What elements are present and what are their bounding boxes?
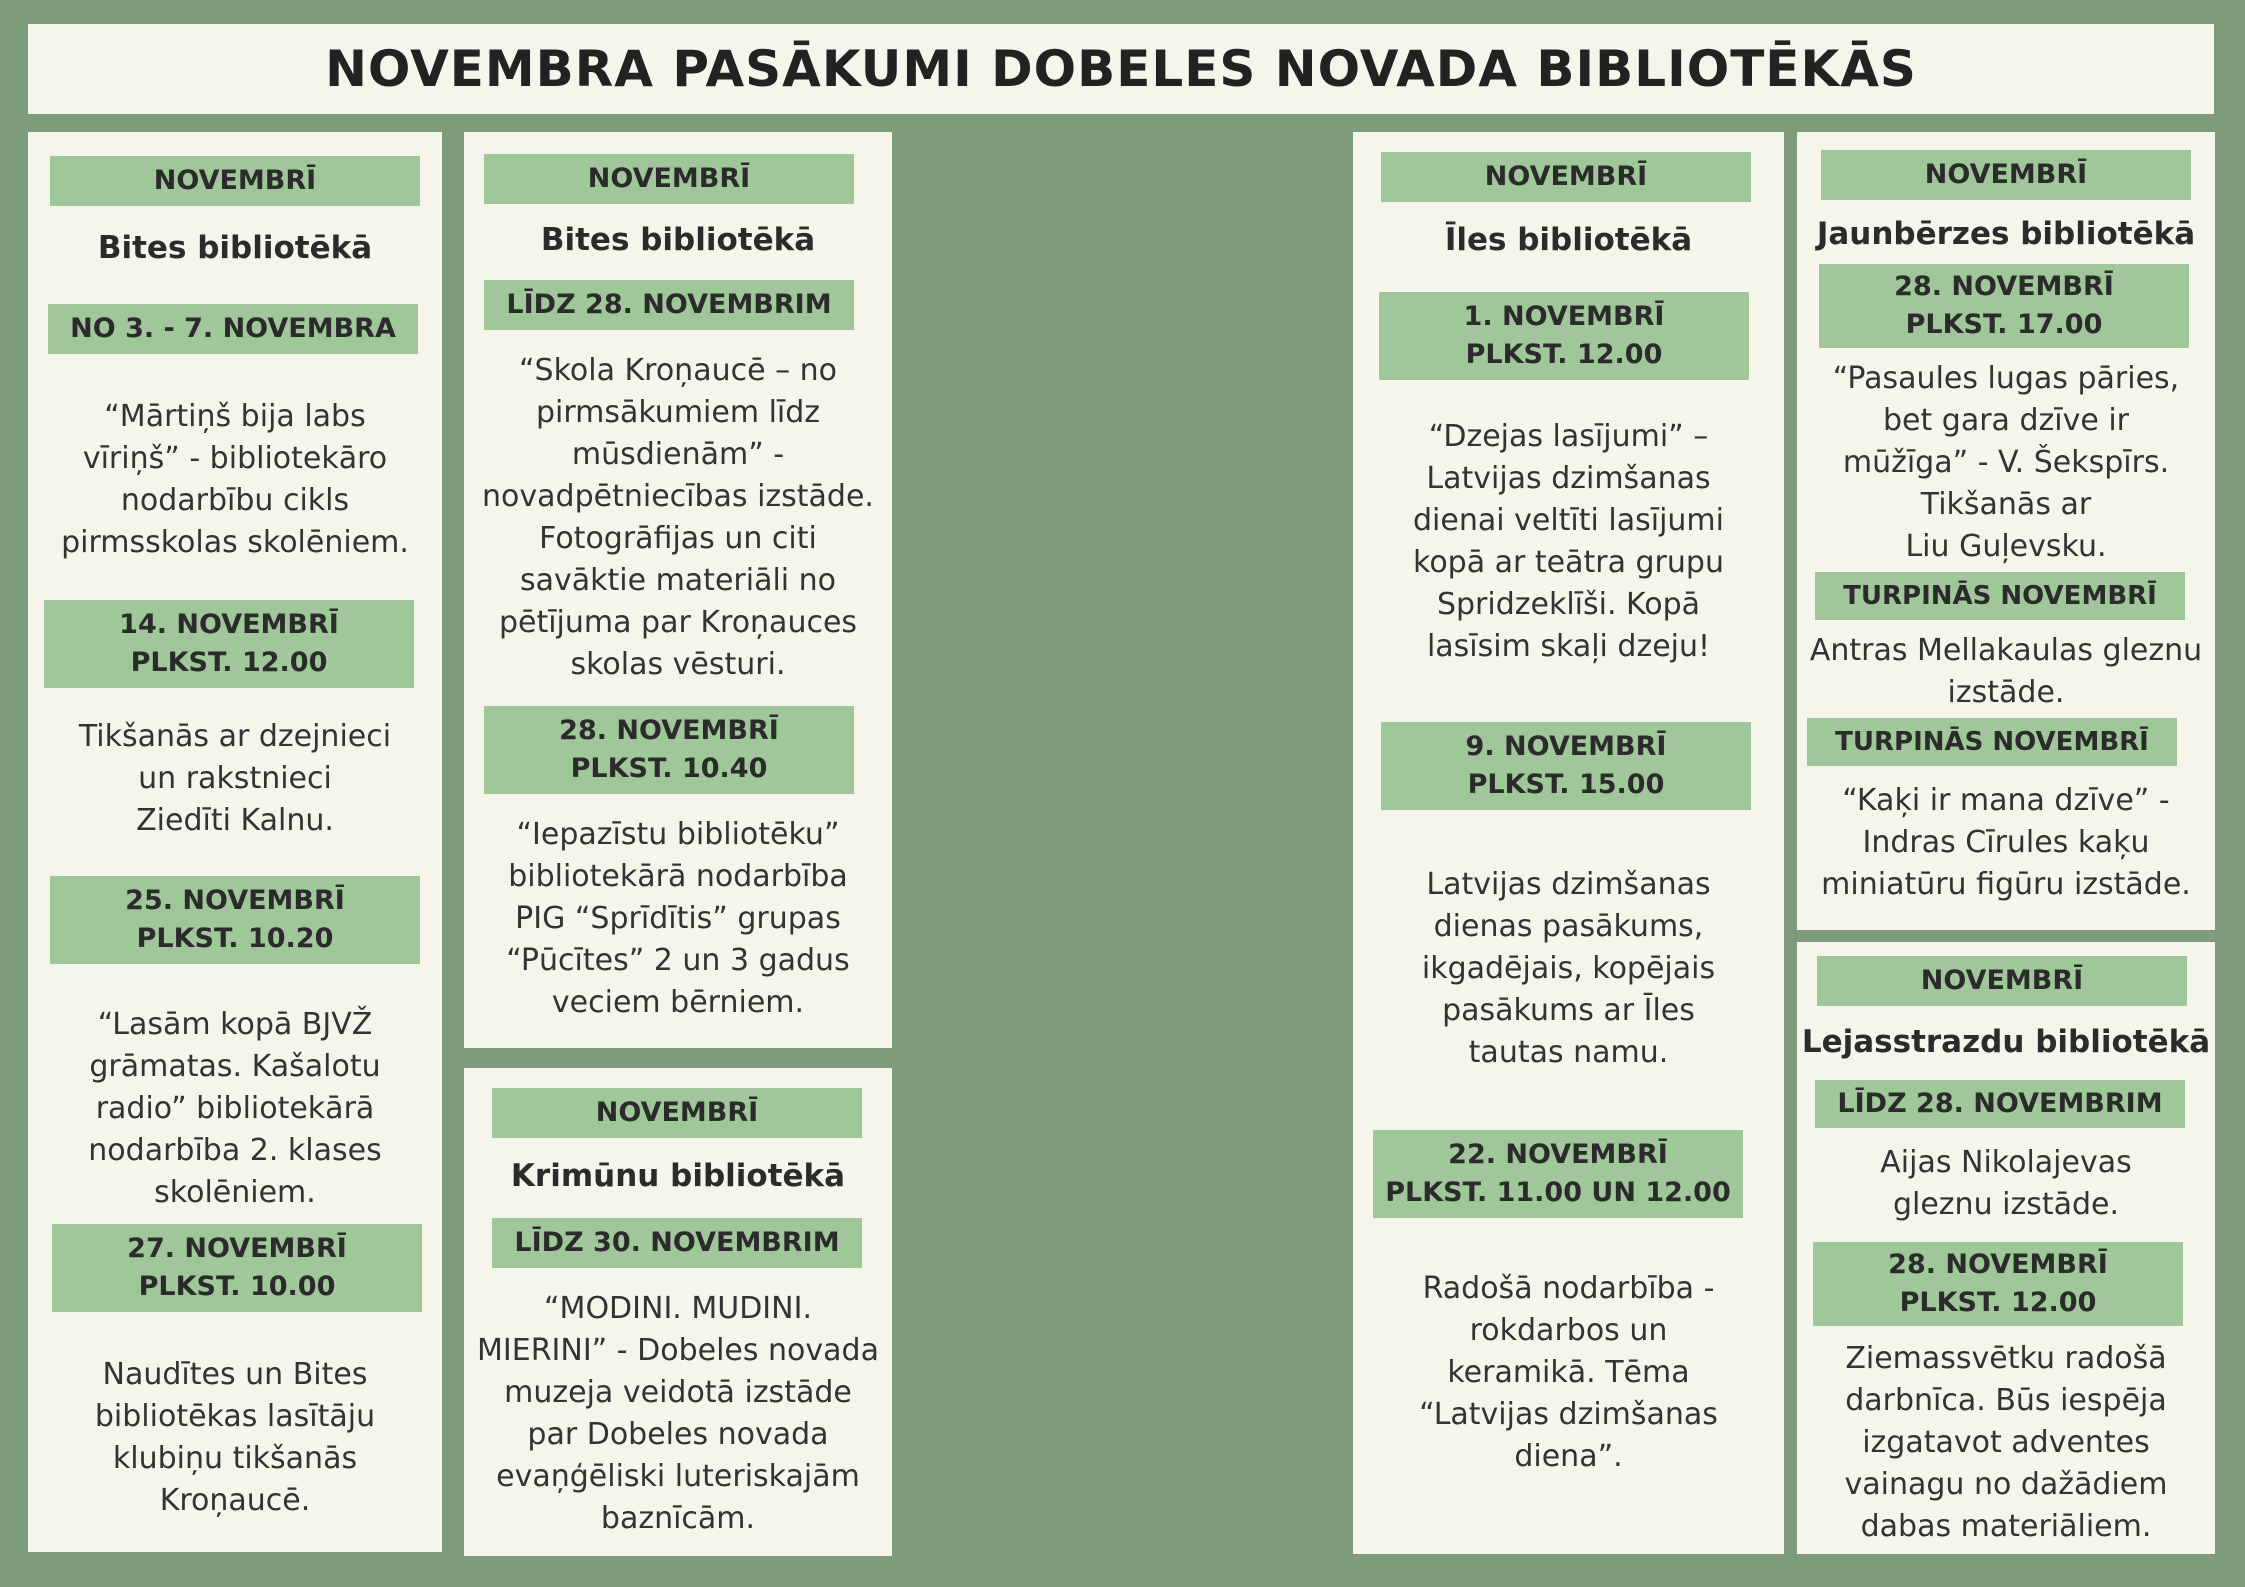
event-text: Naudītes un Bites bibliotēkas lasītāju klubiņu tikšanās Kroņaucē.: [94, 1357, 376, 1518]
card-lejasstrazdu: [1797, 942, 2215, 1554]
event-text: Antras Mellakaulas gleznu izstāde.: [1809, 633, 2203, 710]
page-title: NOVEMBRA PASĀKUMI DOBELES NOVADA BIBLIOTĒKĀS: [325, 40, 1917, 98]
date-bar: 25. NOVEMBRĪ PLKST. 10.20: [50, 876, 420, 964]
card-iles: [1353, 132, 1784, 1554]
event-text: “Lasām kopā BJVŽ grāmatas. Kašalotu radio” bibliotekārā nodarbība 2. klases skolēniem.: [88, 1007, 382, 1210]
month-bar: NOVEMBRĪ: [1817, 956, 2187, 1006]
date-bar: NO 3. - 7. NOVEMBRA: [48, 304, 418, 354]
date-bar: TURPINĀS NOVEMBRĪ: [1807, 718, 2177, 766]
library-name: Īles bibliotēkā: [1444, 222, 1693, 258]
title-bar: [28, 24, 2214, 114]
event-text: Aijas Nikolajevas gleznu izstāde.: [1880, 1145, 2132, 1222]
event-text: “Kaķi ir mana dzīve” - Indras Cīrules kaķu miniatūru figūru izstāde.: [1821, 783, 2191, 902]
card-bites-1: [28, 132, 442, 1552]
library-name: Krimūnu bibliotēkā: [510, 1158, 846, 1194]
date-bar: LĪDZ 28. NOVEMBRIM: [1815, 1080, 2185, 1128]
library-name: Bites bibliotēkā: [540, 222, 816, 258]
date-bar: LĪDZ 30. NOVEMBRIM: [492, 1218, 862, 1268]
library-name: Lejasstrazdu bibliotēkā: [1801, 1024, 2211, 1060]
date-bar: 22. NOVEMBRĪ PLKST. 11.00 UN 12.00: [1373, 1130, 1743, 1218]
date-bar: 14. NOVEMBRĪ PLKST. 12.00: [44, 600, 414, 688]
event-text: Radošā nodarbība - rokdarbos un keramikā. Tēma “Latvijas dzimšanas diena”.: [1419, 1271, 1718, 1474]
event-text: “Dzejas lasījumi” – Latvijas dzimšanas dienai veltīti lasījumi kopā ar teātra grupu Spridzeklīši. Kopā lasīsim skaļi dzeju!: [1413, 419, 1724, 664]
month-bar: NOVEMBRĪ: [484, 154, 854, 204]
month-bar: NOVEMBRĪ: [1821, 150, 2191, 200]
event-text: “Pasaules lugas pāries, bet gara dzīve ir mūžīga” - V. Šekspīrs. Tikšanās ar Liu Guļevsku.: [1832, 361, 2180, 564]
date-bar: 9. NOVEMBRĪ PLKST. 15.00: [1381, 722, 1751, 810]
date-bar: 28. NOVEMBRĪ PLKST. 10.40: [484, 706, 854, 794]
date-bar: 1. NOVEMBRĪ PLKST. 12.00: [1379, 292, 1749, 380]
month-bar: NOVEMBRĪ: [492, 1088, 862, 1138]
event-text: Latvijas dzimšanas dienas pasākums, ikgadējais, kopējais pasākums ar Īles tautas namu.: [1421, 867, 1716, 1070]
date-bar: TURPINĀS NOVEMBRĪ: [1815, 572, 2185, 620]
event-text: “Mārtiņš bija labs vīriņš” - bibliotekāro nodarbību cikls pirmsskolas skolēniem.: [61, 399, 409, 560]
date-bar: 28. NOVEMBRĪ PLKST. 12.00: [1813, 1242, 2183, 1326]
card-jaunberzes: [1797, 132, 2215, 930]
library-name: Jaunbērzes bibliotēkā: [1816, 216, 2196, 252]
event-text: “MODINI. MUDINI. MIERINI” - Dobeles novada muzeja veidotā izstāde par Dobeles novada evaņģēliski luteriskajām baznīcām.: [477, 1291, 879, 1536]
card-bites-2: [464, 132, 892, 1048]
date-bar: 28. NOVEMBRĪ PLKST. 17.00: [1819, 264, 2189, 348]
card-krimunu: [464, 1068, 892, 1556]
month-bar: NOVEMBRĪ: [1381, 152, 1751, 202]
library-name: Bites bibliotēkā: [97, 230, 373, 266]
event-text: “Iepazīstu bibliotēku” bibliotekārā nodarbība PIG “Sprīdītis” grupas “Pūcītes” 2 un 3 gadus veciem bērniem.: [506, 817, 850, 1020]
month-bar: NOVEMBRĪ: [50, 156, 420, 206]
date-bar: 27. NOVEMBRĪ PLKST. 10.00: [52, 1224, 422, 1312]
event-text: “Skola Kroņaucē – no pirmsākumiem līdz mūsdienām” - novadpētniecības izstāde. Fotogrāfijas un citi savāktie materiāli no pētījuma par Kroņauces skolas vēsturi.: [482, 353, 874, 682]
event-text: Ziemassvētku radošā darbnīca. Būs iespēja izgatavot adventes vainagu no dažādiem dabas materiāliem.: [1844, 1341, 2168, 1544]
date-bar: LĪDZ 28. NOVEMBRIM: [484, 280, 854, 330]
event-text: Tikšanās ar dzejnieci un rakstnieci Ziedīti Kalnu.: [78, 719, 392, 838]
